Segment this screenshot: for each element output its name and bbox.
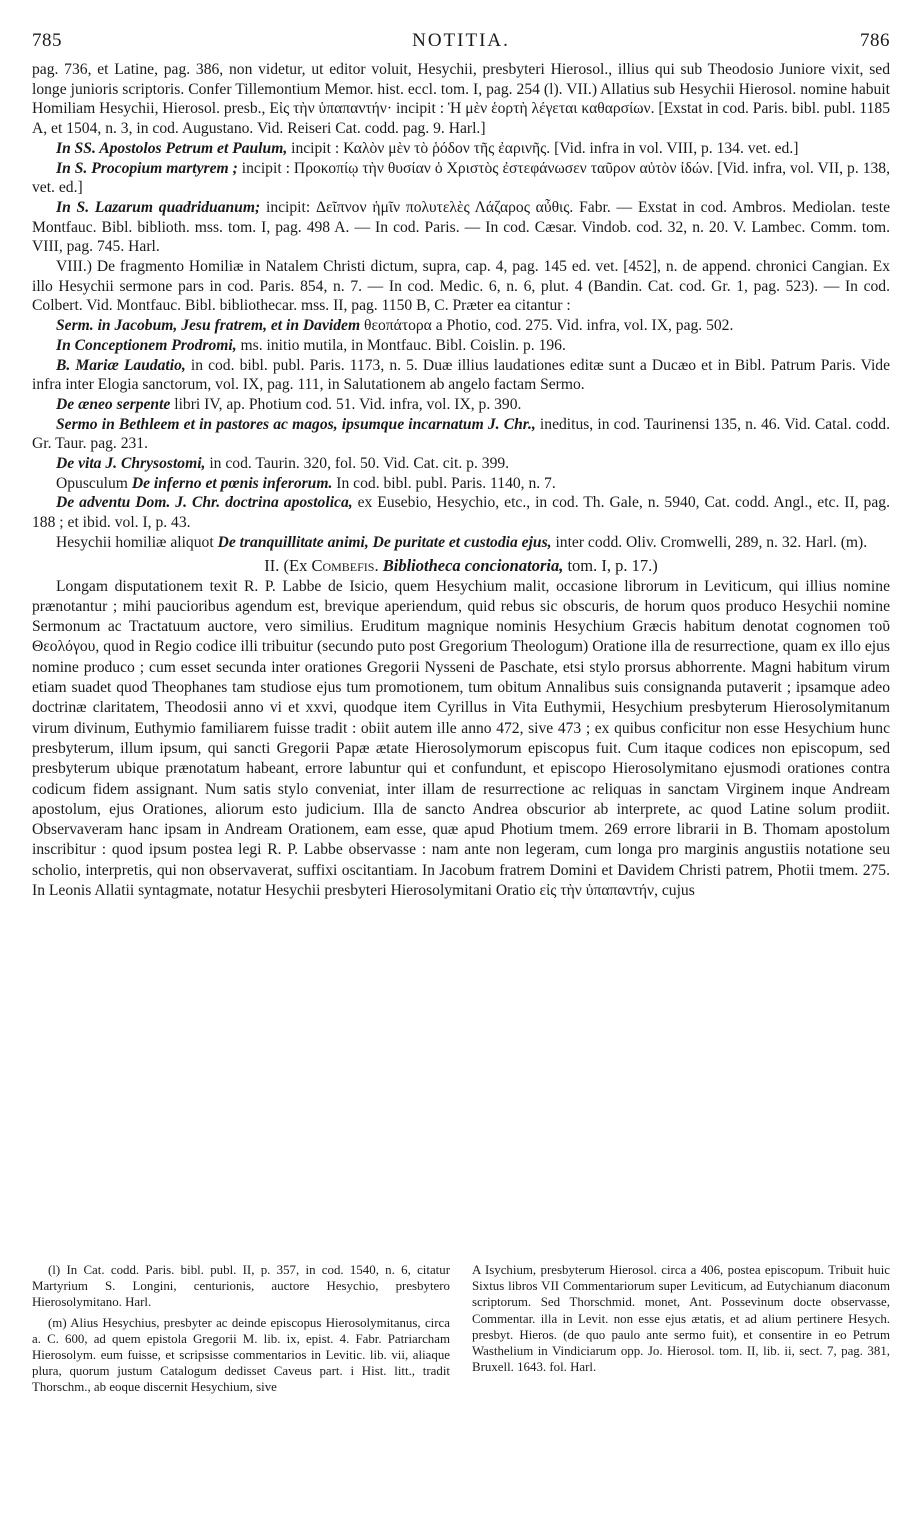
paragraph	[32, 493, 890, 532]
paragraph-text: incipit : Προκοπίῳ τὴν θυσίαν ὁ Χριστὸς ἐστεφάνωσεν ταῦρον αὐτὸν ἰδών. [Vid. infra, vol. VII, p. 138, vet. ed.]	[32, 159, 890, 197]
paragraph-text: θεοπάτορα a Photio, cod. 275. Vid. infra, vol. IX, pag. 502.	[360, 317, 734, 335]
footnotes-right-column	[472, 1262, 890, 1400]
page-number-left: 785	[32, 30, 62, 51]
section-body	[32, 577, 890, 902]
paragraph	[32, 474, 890, 494]
paragraph: Longam disputationem texit R. P. Labbe de Isicio, quem Hesychium malit, occasione librorum in Leviticum, qui illius nomine prænotantur ; mihi paucioribus agendum est, brevique aperiendum, quid rebus sic obscuris, de horum quos produco Hesychii nomine Sermonum ac Tractatuum auctore, vero similius. Eruditum magnique nominis Hesychium Græcis habitum denotat cognomen τοῦ Θεολόγου, quod in Regio codice illi tribuitur (secundo puto post Gregorium Theologum) Oratione illa de resurrectione, quam ex illo ejus nomine produco ; cum esset secunda inter orationes Gregorii Nysseni de Paschate, etsi stylo prorsus abhorrente. Magni habitum virum etiam suadet quod Theophanes tam studiose ejus tum promotionem, tum obitum Annalibus suis consignanda putaverit ; ipsamque adeo doctrinæ claritatem, Theodosii anno vi et xxvi, quodque item Cyrillus in Vita Euthymii, Hesychium presbyterum Hierosolymitanum virum divinum, Euthymio familiarem fuisse tradit : obiit autem ille anno 472, sive 473 ; ex quibus conficitur non esse Hesychium hunc presbyterum, illum ipsum, qui sancti Gregorii Papæ ætate Hierosolymorum episcopus fuit. Cum itaque codices non episcopum, sed presbyterum ubique prænotatum habeant, errore labuntur qui et confundunt, et episcopo Hierosolymitano ejusmodi orationes contra codicum fidem assignant. Num satis stylo conveniat, inter illam de resurrectione ac reliquas in sanctam Virginem inque Andream apostolum, ejus Orationes, aliorum esto judicium. Illa de sancto Andrea obscurior ab interprete, ac quod Latine solum prodiit. Observaveram hanc ipsam in Andream Orationem, eam esse, quæ apud Photium tmem. 269 errore librarii in B. Thomam apostolum inscribitur : quod ipsum postea legi R. P. Labbe observasse : nam ante non legeram, cum longa pro marginis angustiis notatione seu scholio, interpretis, qui non observaverat, suffixi oscitantiam. In Jacobum fratrem Domini et Davidem Christi patrem, Photii tmem. 275. In Leonis Allatii syntagmate, notatur Hesychii presbyteri Hierosolymitani Oratio εἰς τὴν ὑπαπαντήν, cujus	[32, 577, 890, 900]
paragraph	[32, 139, 890, 159]
paragraph-text: incipit : Καλὸν μὲν τὸ ῥόδον τῆς ἐαρινῆς. [Vid. infra in vol. VIII, p. 134. vet. ed.]	[287, 139, 799, 157]
work-title: De inferno et pœnis inferorum.	[131, 474, 333, 492]
work-title: De vita J. Chrysostomi,	[56, 455, 206, 473]
paragraph	[32, 316, 890, 336]
footnotes	[32, 1262, 890, 1400]
heading-text: II. (Ex	[264, 555, 312, 575]
page	[32, 30, 890, 901]
work-title: De æneo serpente	[56, 395, 171, 413]
paragraph-text: In cod. bibl. publ. Paris. 1140, n. 7.	[332, 474, 556, 492]
work-title: In Conceptionem Prodromi,	[56, 336, 237, 354]
paragraph	[32, 336, 890, 356]
footnote-m: (m) Alius Hesychius, presbyter ac deinde episcopus Hierosolymitanus, circa a. C. 600, ad quem epistola Gregorii M. lib. ix, epist. 4. Fabr. Patriarcham Hierosolym. eum fuisse, et scripsisse commentarios in Levitic. lib. vii, aliaque plura, quorum justum Catalogum dedisset Caveus part. i Hist. litt., tradit Thorschm., ab eoque discernit Hesychium, sive	[32, 1315, 450, 1395]
paragraph	[32, 395, 890, 415]
paragraph-text: libri IV, ap. Photium cod. 51. Vid. infra, vol. IX, p. 390.	[170, 395, 522, 413]
work-title: B. Mariæ Laudatio,	[56, 356, 186, 374]
footnotes-left-column	[32, 1262, 450, 1400]
work-title: Sermo in Bethleem et in pastores ac magos, ipsumque incarnatum J. Chr.,	[56, 415, 536, 433]
paragraph	[32, 198, 890, 257]
paragraph-text: incipit: Δεῖπνον ἡμῖν πολυτελὲς Λάζαρος αὖθις. Fabr. — Exstat in cod. Ambros. Mediolan. teste Montfauc. Bibl. biblioth. mss. tom. I, pag. 498 A. — In cod. Paris. — In cod. Cæsar. Vindob. cod. 32, n. 20. V. Lambec. Comm. tom. VIII, pag. 745. Harl.	[32, 198, 890, 256]
paragraph	[32, 454, 890, 474]
section-heading	[32, 556, 890, 576]
paragraph	[32, 159, 890, 198]
footnote-continuation: A Isychium, presbyterum Hierosol. circa a 406, postea episcopum. Tribuit huic Sixtus libros VII Commentariorum super Leviticum, ad Eutychianum diaconum scriptorum. Sed Thorschmid. monet, Ant. Possevinum docte observasse, Commentar. illa in Levit. non esse ejus ætatis, et ad alium pertinere Hesych. presbyt. Hieros. (de quo paulo ante sermo fuit), et consentire in eo Petrum Wasthelium in Vindiciarum opp. Jo. Hierosol. tom. II, lib. ii, sect. 7, pag. 381, Bruxell. 1643. fol. Harl.	[472, 1263, 890, 1375]
work-title: Bibliotheca concionatoria,	[378, 555, 564, 575]
paragraph: pag. 736, et Latine, pag. 386, non videtur, ut editor voluit, Hesychii, presbyteri Hierosol., illius qui sub Theodosio Juniore vixit, sed longe junioris scriptoris. Confer Tillemontium Memor. hist. eccl. tom. I, pag. 254 (l). VII.) Allatius sub Hesychii Hierosol. nomine habuit Homiliam Hesychii, Hierosol. presb., Εἰς τὴν ὑπαπαντήν· incipit : Ἡ μὲν ἑορτὴ λέγεται καθαρσίων. [Exstat in cod. Paris. bibl. publ. 1185 A, et 1504, n. 3, in cod. Augustano. Vid. Reiseri Cat. codd. pag. 9. Harl.]	[32, 61, 890, 138]
paragraph-text: in cod. Taurin. 320, fol. 50. Vid. Cat. cit. p. 399.	[205, 455, 510, 473]
running-head	[32, 30, 890, 56]
paragraph-text: ineditus, in cod. Taurinensi 135, n. 46. Vid. Catal. codd. Gr. Taur. pag. 231.	[32, 415, 890, 453]
body-text	[32, 60, 890, 553]
work-title: De tranquillitate animi, De puritate et custodia ejus,	[217, 533, 552, 551]
paragraph-text: in cod. bibl. publ. Paris. 1173, n. 5. Duæ illius laudationes editæ sunt a Ducæo et in Bibl. Patrum Paris. Vide infra inter Elogia sanctorum, vol. IX, pag. 111, in Salutationem ab angelo factam Sermo.	[32, 356, 890, 394]
paragraph-text: inter codd. Oliv. Cromwelli, 289, n. 32. Harl. (m).	[551, 533, 868, 551]
page-title: NOTITIA.	[412, 30, 510, 51]
paragraph-text: Hesychii homiliæ aliquot	[56, 533, 218, 551]
author-name: Combefis.	[311, 555, 379, 575]
heading-text: tom. I, p. 17.)	[563, 555, 658, 575]
footnote-l: (l) In Cat. codd. Paris. bibl. publ. II, p. 357, in cod. 1540, n. 6, citatur Martyrium S. Longini, centurionis, auctore Hesychio, presbytero Hierosolymitano. Harl.	[32, 1263, 450, 1310]
paragraph	[32, 533, 890, 553]
page-number-right: 786	[860, 30, 890, 51]
work-title: In S. Procopium martyrem ;	[56, 159, 238, 177]
paragraph: VIII.) De fragmento Homiliæ in Natalem Christi dictum, supra, cap. 4, pag. 145 ed. vet. [452], n. de append. chronici Cangian. Ex illo Hesychii sermone pars in cod. Paris. 854, n. 7. — In cod. Medic. 6, n. 6, plut. 4 (Bandin. Cat. cod. Gr. 1, pag. 523). — In cod. Colbert. Vid. Montfauc. Bibl. bibliothecar. mss. II, pag. 1150 B, C. Præter ea citantur :	[32, 258, 890, 315]
paragraph	[32, 356, 890, 395]
work-title: De adventu Dom. J. Chr. doctrina apostolica,	[56, 494, 353, 512]
paragraph-text: Opusculum	[56, 474, 132, 492]
paragraph-text: ms. initio mutila, in Montfauc. Bibl. Coislin. p. 196.	[236, 336, 566, 354]
work-title: In S. Lazarum quadriduanum;	[56, 198, 261, 216]
work-title: In SS. Apostolos Petrum et Paulum,	[56, 139, 288, 157]
paragraph-text: ex Eusebio, Hesychio, etc., in cod. Th. Gale, n. 5940, Cat. codd. Angl., etc. II, pag. 188 ; et ibid. vol. I, p. 43.	[32, 494, 890, 532]
work-title: Serm. in Jacobum, Jesu fratrem, et in Davidem	[56, 317, 361, 335]
paragraph	[32, 415, 890, 454]
